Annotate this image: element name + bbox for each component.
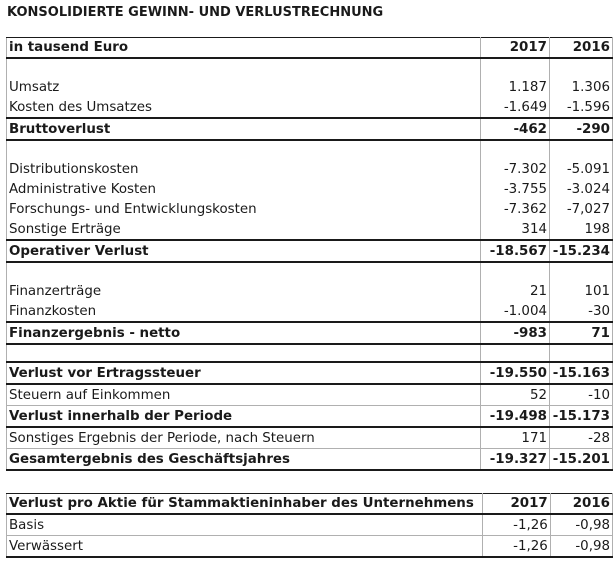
value-2017: -462 xyxy=(481,118,550,140)
value-2016: -0,98 xyxy=(550,536,612,558)
table-row xyxy=(7,77,613,97)
value-2017: -1.649 xyxy=(481,97,550,118)
income-statement-table xyxy=(6,37,613,471)
value-2017: -983 xyxy=(481,322,550,344)
table-row xyxy=(7,199,613,219)
document-title: KONSOLIDIERTE GEWINN- UND VERLUSTRECHNUNG xyxy=(7,5,384,20)
value-2017: -19.498 xyxy=(481,406,550,428)
value-2017: -7.302 xyxy=(481,159,550,179)
value-2016: -15.173 xyxy=(549,406,612,428)
row-label: Finanzergebnis - netto xyxy=(7,322,481,344)
row-label: Distributionskosten xyxy=(7,159,481,179)
row-label: Administrative Kosten xyxy=(7,179,481,199)
value-2016: -15.201 xyxy=(549,449,612,471)
subtotal-row xyxy=(7,362,613,384)
table-row xyxy=(7,179,613,199)
row-label: Gesamtergebnis des Geschäftsjahres xyxy=(7,449,481,471)
value-2017: 52 xyxy=(481,384,550,406)
subtotal-row xyxy=(7,322,613,344)
row-label: Operativer Verlust xyxy=(7,240,481,262)
table-row xyxy=(7,219,613,240)
row-label: Basis xyxy=(7,514,483,536)
header-year-2016: 2016 xyxy=(549,38,612,59)
value-2016: -290 xyxy=(549,118,612,140)
row-label: Finanzkosten xyxy=(7,301,481,322)
spacer-row xyxy=(7,58,613,77)
row-label: Verlust innerhalb der Periode xyxy=(7,406,481,428)
header-year-2016: 2016 xyxy=(550,494,612,515)
value-2016: -0,98 xyxy=(550,514,612,536)
value-2017: 1.187 xyxy=(481,77,550,97)
value-2016: -5.091 xyxy=(549,159,612,179)
table-header-row xyxy=(7,38,613,59)
row-label: Umsatz xyxy=(7,77,481,97)
table-row xyxy=(7,97,613,118)
value-2017: -1,26 xyxy=(482,514,550,536)
value-2016: 71 xyxy=(549,322,612,344)
spacer-row xyxy=(7,140,613,159)
row-label: Kosten des Umsatzes xyxy=(7,97,481,118)
header-year-2017: 2017 xyxy=(482,494,550,515)
subtotal-row xyxy=(7,406,613,428)
table-row xyxy=(7,281,613,301)
table-row xyxy=(7,301,613,322)
row-label: Verlust vor Ertragssteuer xyxy=(7,362,481,384)
row-label: Bruttoverlust xyxy=(7,118,481,140)
row-label: Verwässert xyxy=(7,536,483,558)
earnings-per-share-table xyxy=(6,493,613,558)
value-2017: -18.567 xyxy=(481,240,550,262)
value-2016: -30 xyxy=(549,301,612,322)
table-row xyxy=(7,514,613,536)
value-2016: -15.234 xyxy=(549,240,612,262)
total-row xyxy=(7,449,613,471)
value-2016: -28 xyxy=(549,427,612,449)
header-label: Verlust pro Aktie für Stammaktieninhaber des Unternehmens xyxy=(7,494,483,515)
table-row xyxy=(7,159,613,179)
value-2017: -19.327 xyxy=(481,449,550,471)
table-row xyxy=(7,427,613,449)
value-2017: 171 xyxy=(481,427,550,449)
value-2016: -15.163 xyxy=(549,362,612,384)
value-2017: -19.550 xyxy=(481,362,550,384)
value-2016: -10 xyxy=(549,384,612,406)
row-label: Steuern auf Einkommen xyxy=(7,384,481,406)
row-label: Forschungs- und Entwicklungskosten xyxy=(7,199,481,219)
value-2016: 101 xyxy=(549,281,612,301)
value-2016: -1.596 xyxy=(549,97,612,118)
spacer-row xyxy=(7,262,613,281)
row-label: Sonstiges Ergebnis der Periode, nach Steuern xyxy=(7,427,481,449)
value-2017: -1,26 xyxy=(482,536,550,558)
header-year-2017: 2017 xyxy=(481,38,550,59)
table-header-row xyxy=(7,494,613,515)
header-label: in tausend Euro xyxy=(7,38,481,59)
table-row xyxy=(7,384,613,406)
row-label: Sonstige Erträge xyxy=(7,219,481,240)
subtotal-row xyxy=(7,118,613,140)
table-row xyxy=(7,536,613,558)
spacer-row xyxy=(7,344,613,362)
value-2017: -3.755 xyxy=(481,179,550,199)
value-2016: 1.306 xyxy=(549,77,612,97)
value-2017: -1.004 xyxy=(481,301,550,322)
value-2017: -7.362 xyxy=(481,199,550,219)
value-2016: -3.024 xyxy=(549,179,612,199)
value-2016: 198 xyxy=(549,219,612,240)
value-2016: -7,027 xyxy=(549,199,612,219)
row-label: Finanzerträge xyxy=(7,281,481,301)
subtotal-row xyxy=(7,240,613,262)
value-2017: 314 xyxy=(481,219,550,240)
value-2017: 21 xyxy=(481,281,550,301)
